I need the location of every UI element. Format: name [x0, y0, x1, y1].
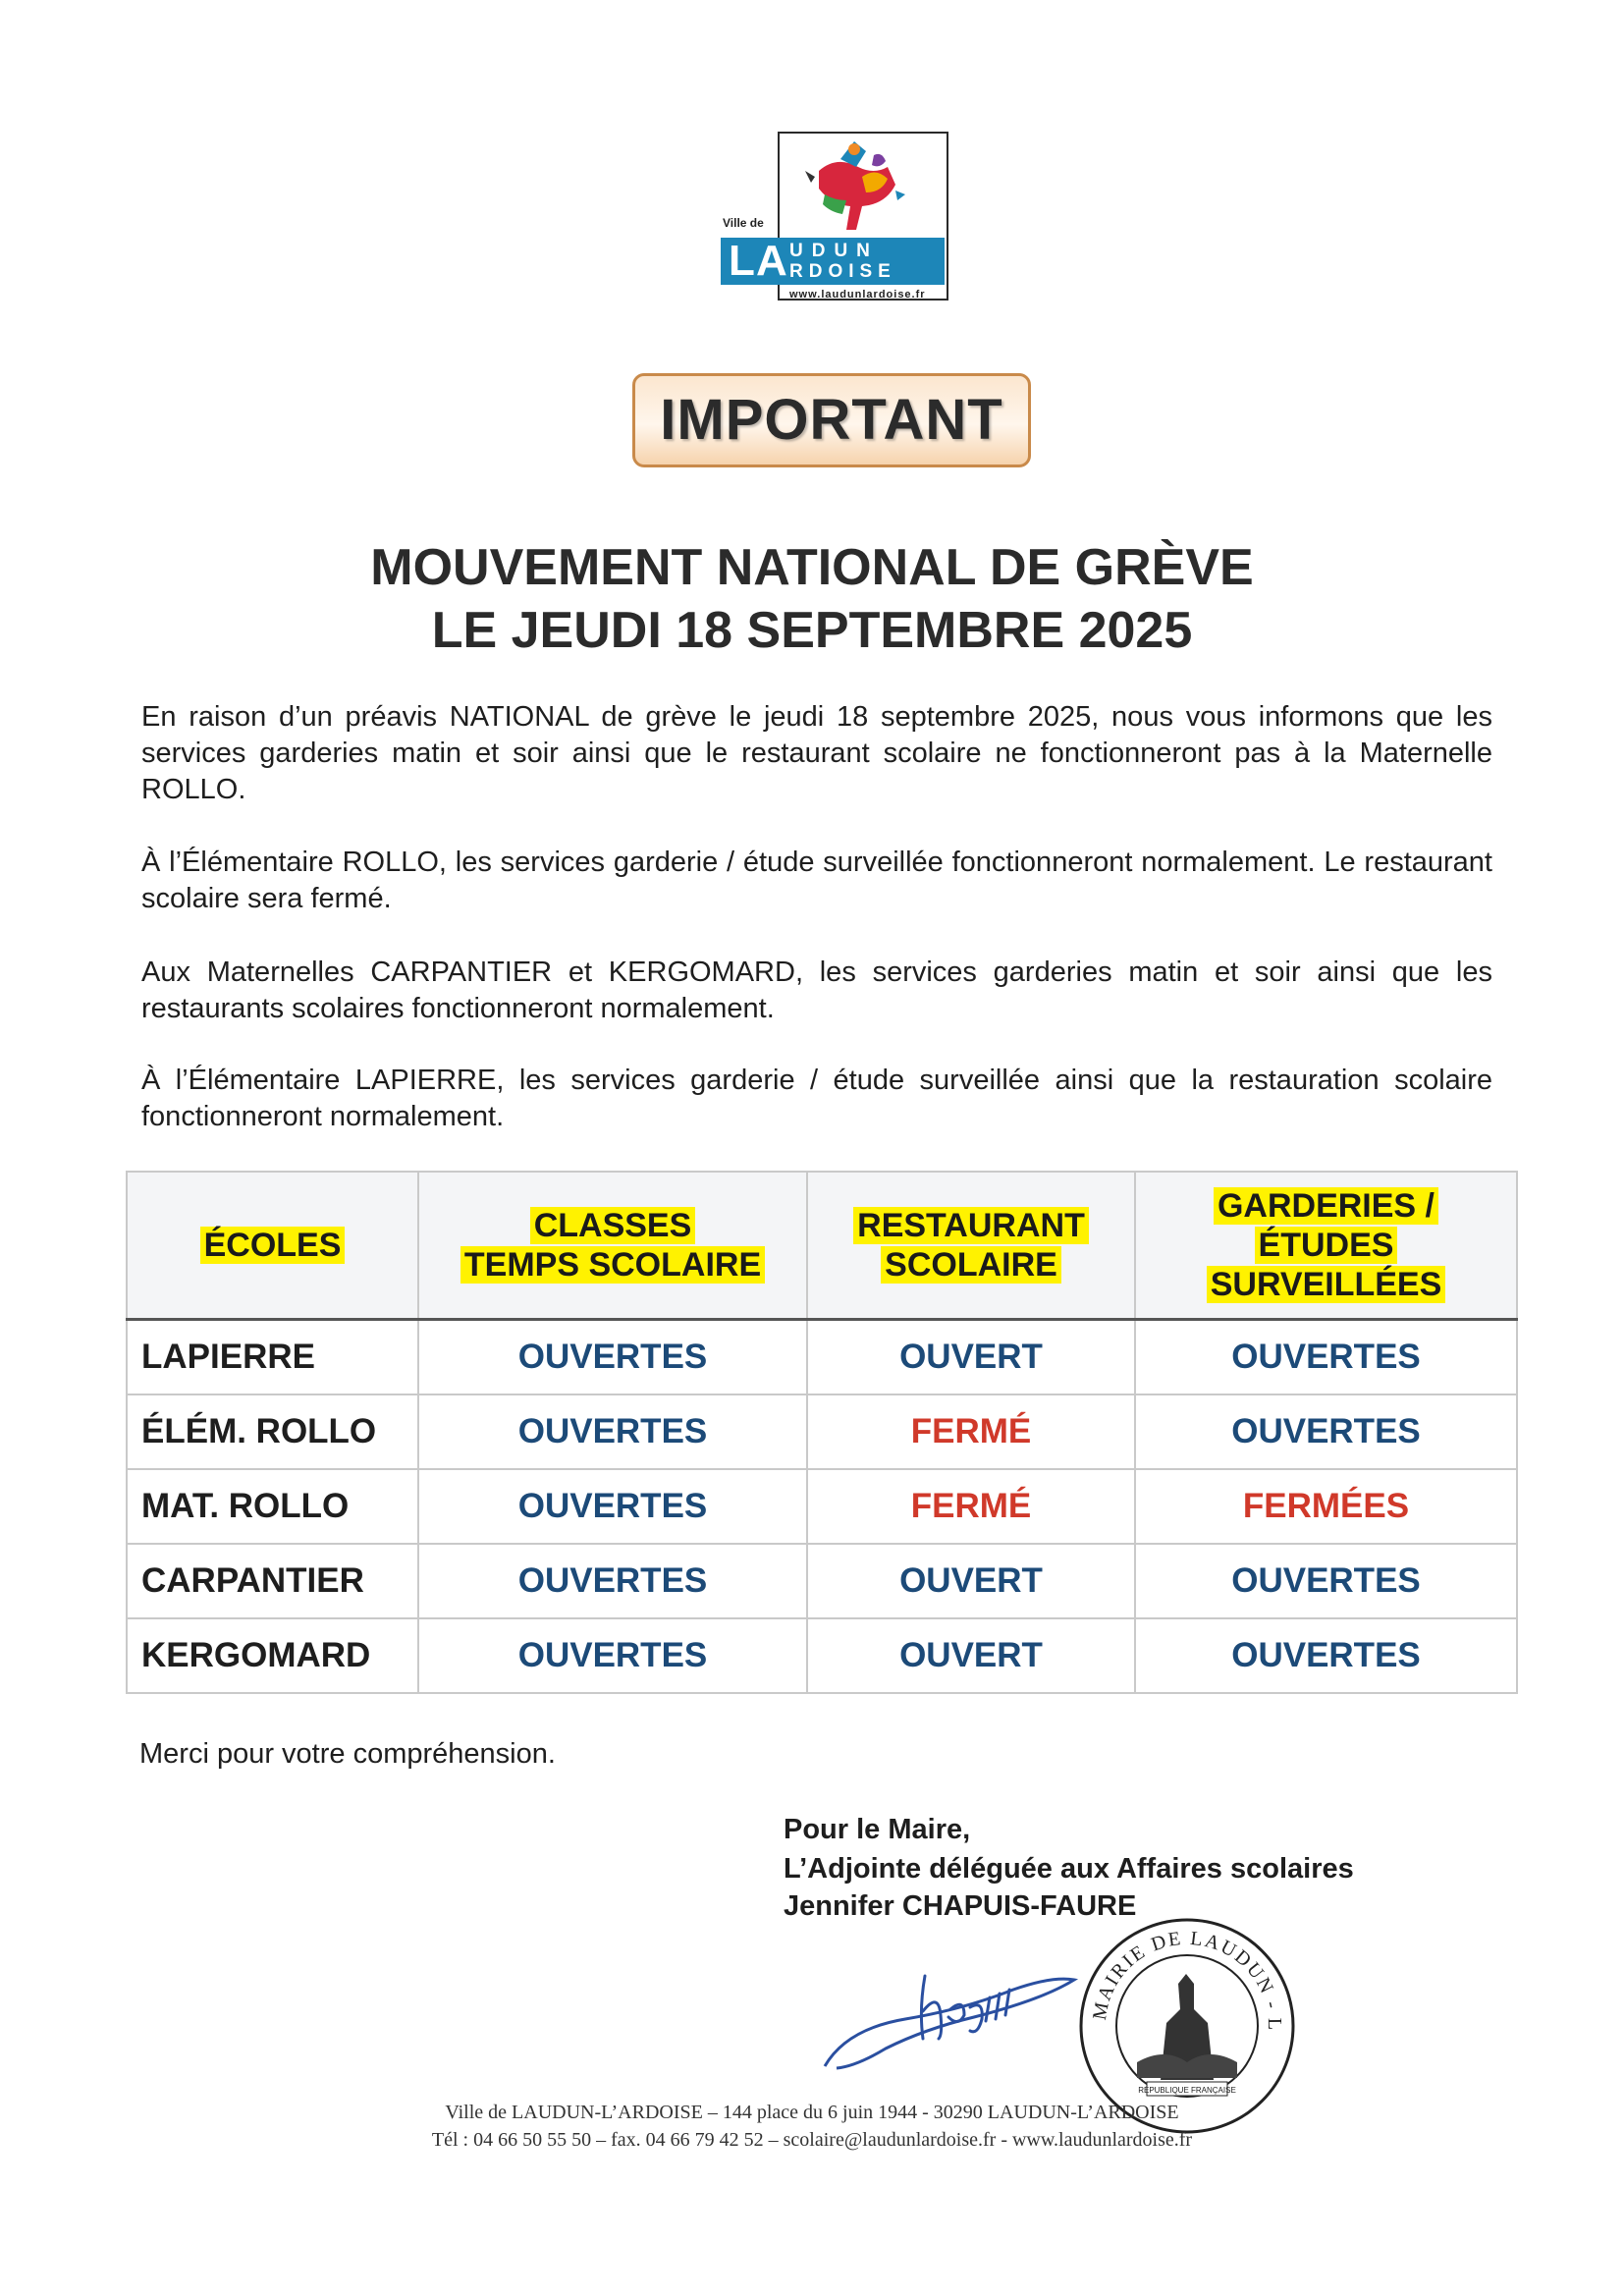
header-classes: CLASSES TEMPS SCOLAIRE: [418, 1172, 807, 1320]
table-row: [127, 1469, 1517, 1544]
paragraph-3: Aux Maternelles CARPANTIER et KERGOMARD, les services garderies matin et soir ainsi que les restaurants scolaires fonctionneront normalement.: [141, 957, 1492, 1024]
restaurant-status: OUVERT: [807, 1544, 1135, 1618]
classes-status: OUVERTES: [418, 1394, 807, 1469]
school-name: ÉLÉM. ROLLO: [127, 1394, 418, 1469]
table-row: [127, 1394, 1517, 1469]
signature-line-1: Pour le Maire,: [784, 1814, 971, 1845]
paragraph-1: En raison d’un préavis NATIONAL de grève le jeudi 18 septembre 2025, nous vous informons que les services garderies matin et soir ainsi que le restaurant scolaire ne fonctionneront pas à la Maternelle ROLLO.: [141, 701, 1492, 805]
restaurant-status: FERMÉ: [807, 1469, 1135, 1544]
footer-contact: Tél : 04 66 50 55 50 – fax. 04 66 79 42 52 – scolaire@laudunlardoise.fr - www.laudunlardoise.fr: [431, 2129, 1193, 2151]
table-header-row: [127, 1172, 1517, 1320]
signature-line-2: L’Adjointe déléguée aux Affaires scolaires: [784, 1853, 1354, 1885]
logo-line-1: UDUN: [789, 241, 879, 261]
classes-status: OUVERTES: [418, 1320, 807, 1395]
garderies-status: FERMÉES: [1135, 1469, 1517, 1544]
garderies-status: OUVERTES: [1135, 1320, 1517, 1395]
important-badge: [632, 373, 1031, 467]
school-status-table: [126, 1171, 1518, 1694]
school-name: CARPANTIER: [127, 1544, 418, 1618]
header-ecoles: ÉCOLES: [127, 1172, 418, 1320]
paragraph-4: À l’Élémentaire LAPIERRE, les services garderie / étude surveillée ainsi que la restauration scolaire fonctionneront normalement.: [141, 1065, 1492, 1132]
classes-status: OUVERTES: [418, 1544, 807, 1618]
page-title-line-2: LE JEUDI 18 SEPTEMBRE 2025: [431, 602, 1193, 659]
classes-status: OUVERTES: [418, 1618, 807, 1693]
school-name: KERGOMARD: [127, 1618, 418, 1693]
logo-emblem-icon: [780, 134, 947, 242]
paragraph-2: À l’Élémentaire ROLLO, les services garderie / étude surveillée fonctionneront normalement. Le restaurant scolaire sera fermé.: [141, 847, 1492, 914]
table-row: [127, 1618, 1517, 1693]
restaurant-status: OUVERT: [807, 1320, 1135, 1395]
logo-ville-de: Ville de: [723, 216, 764, 230]
table-row: [127, 1544, 1517, 1618]
important-badge-label: IMPORTANT: [660, 388, 1003, 452]
garderies-status: OUVERTES: [1135, 1394, 1517, 1469]
seal-ring-text: MAIRIE DE LAUDUN - L: [1088, 1927, 1286, 2033]
restaurant-status: OUVERT: [807, 1618, 1135, 1693]
school-name: MAT. ROLLO: [127, 1469, 418, 1544]
seal-banner-text: RÉPUBLIQUE FRANÇAISE: [1138, 2086, 1236, 2095]
logo-line-2: RDOISE: [789, 261, 896, 282]
garderies-status: OUVERTES: [1135, 1544, 1517, 1618]
header-restaurant: RESTAURANT SCOLAIRE: [807, 1172, 1135, 1320]
logo-letter-l: L: [729, 237, 755, 285]
classes-status: OUVERTES: [418, 1469, 807, 1544]
logo-letter-a: A: [756, 237, 787, 285]
logo-url: www.laudunlardoise.fr: [789, 289, 926, 301]
logo-name-band: [721, 238, 945, 285]
footer-address: Ville de LAUDUN-L’ARDOISE – 144 place du 6 juin 1944 - 30290 LAUDUN-L’ARDOISE: [445, 2102, 1179, 2123]
city-logo: [721, 132, 947, 308]
handwritten-signature-icon: [817, 1941, 1111, 2088]
page-title-line-1: MOUVEMENT NATIONAL DE GRÈVE: [370, 539, 1254, 596]
school-name: LAPIERRE: [127, 1320, 418, 1395]
restaurant-status: FERMÉ: [807, 1394, 1135, 1469]
header-garderies: GARDERIES / ÉTUDES SURVEILLÉES: [1135, 1172, 1517, 1320]
table-row: [127, 1320, 1517, 1395]
closing-text: Merci pour votre compréhension.: [139, 1738, 556, 1770]
garderies-status: OUVERTES: [1135, 1618, 1517, 1693]
signature-line-3: Jennifer CHAPUIS-FAURE: [784, 1890, 1137, 1922]
